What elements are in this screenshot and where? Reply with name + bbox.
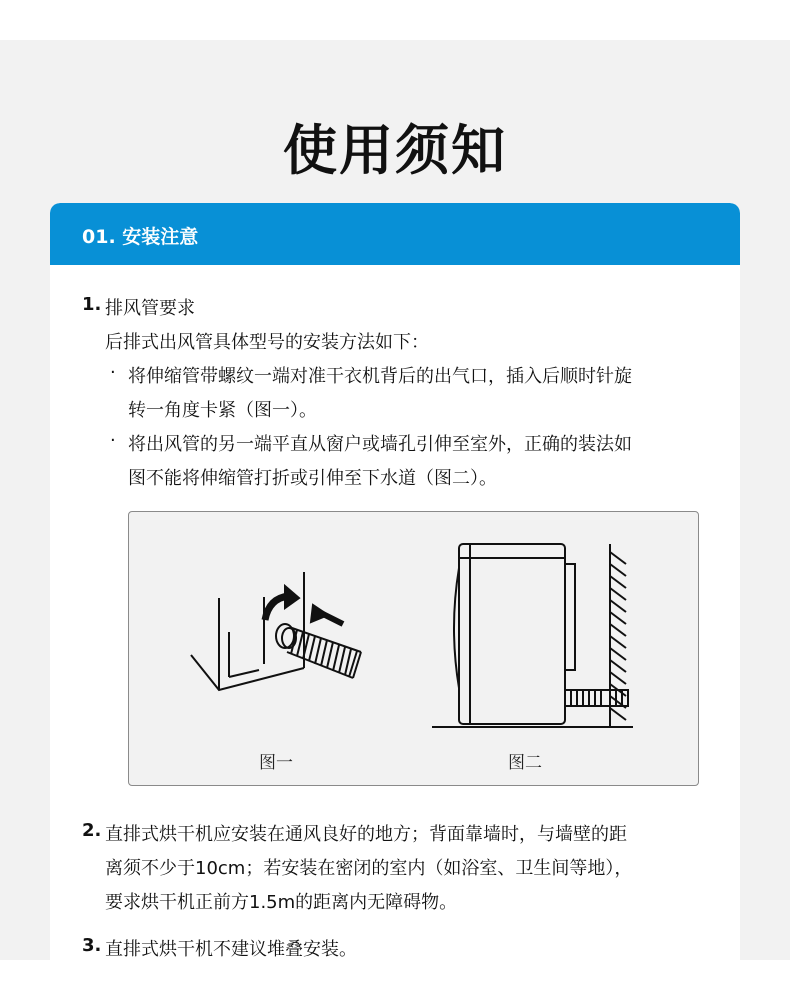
wall-hatching xyxy=(610,552,626,720)
bullet-1-line-2: 转一角度卡紧（图一）。 xyxy=(128,400,317,421)
top-strip xyxy=(0,0,790,40)
item-2-line-1: 直排式烘干机应安装在通风良好的地方；背面靠墙时，与墙壁的距 xyxy=(105,824,627,845)
figure-1-label: 图一 xyxy=(259,753,293,773)
page-title: 使用须知 xyxy=(283,119,507,182)
figure-2-label: 图二 xyxy=(508,753,542,773)
section-header xyxy=(50,203,740,265)
section-header-title: 01. 安装注意 xyxy=(82,226,199,248)
item-3-number: 3. xyxy=(82,935,102,956)
item-2-number: 2. xyxy=(82,820,102,841)
item-1-intro: 后排式出风管具体型号的安装方法如下： xyxy=(105,332,429,353)
bullet-2-line-2: 图不能将伸缩管打折或引伸至下水道（图二）。 xyxy=(128,468,497,489)
figure-box xyxy=(128,511,699,786)
bullet-1-line-1: 将伸缩管带螺纹一端对准干衣机背后的出气口，插入后顺时针旋 xyxy=(128,366,632,387)
item-1-number: 1. xyxy=(82,294,102,315)
figure-2-drawing xyxy=(432,544,633,727)
figure-1-drawing xyxy=(191,572,361,690)
bullet-1-marker: · xyxy=(110,362,116,383)
item-2-line-2: 离须不少于10cm；若安装在密闭的室内（如浴室、卫生间等地）， xyxy=(105,858,633,879)
item-3-line-1: 直排式烘干机不建议堆叠安装。 xyxy=(105,939,357,960)
item-1-heading: 排风管要求 xyxy=(105,298,195,319)
installation-diagram xyxy=(129,512,698,785)
item-2-line-3: 要求烘干机正前方1.5m的距离内无障碍物。 xyxy=(105,892,458,913)
section-card xyxy=(50,203,740,1003)
bullet-2-line-1: 将出风管的另一端平直从窗户或墙孔引伸至室外，正确的装法如 xyxy=(128,434,632,455)
bullet-2-marker: · xyxy=(110,430,116,451)
